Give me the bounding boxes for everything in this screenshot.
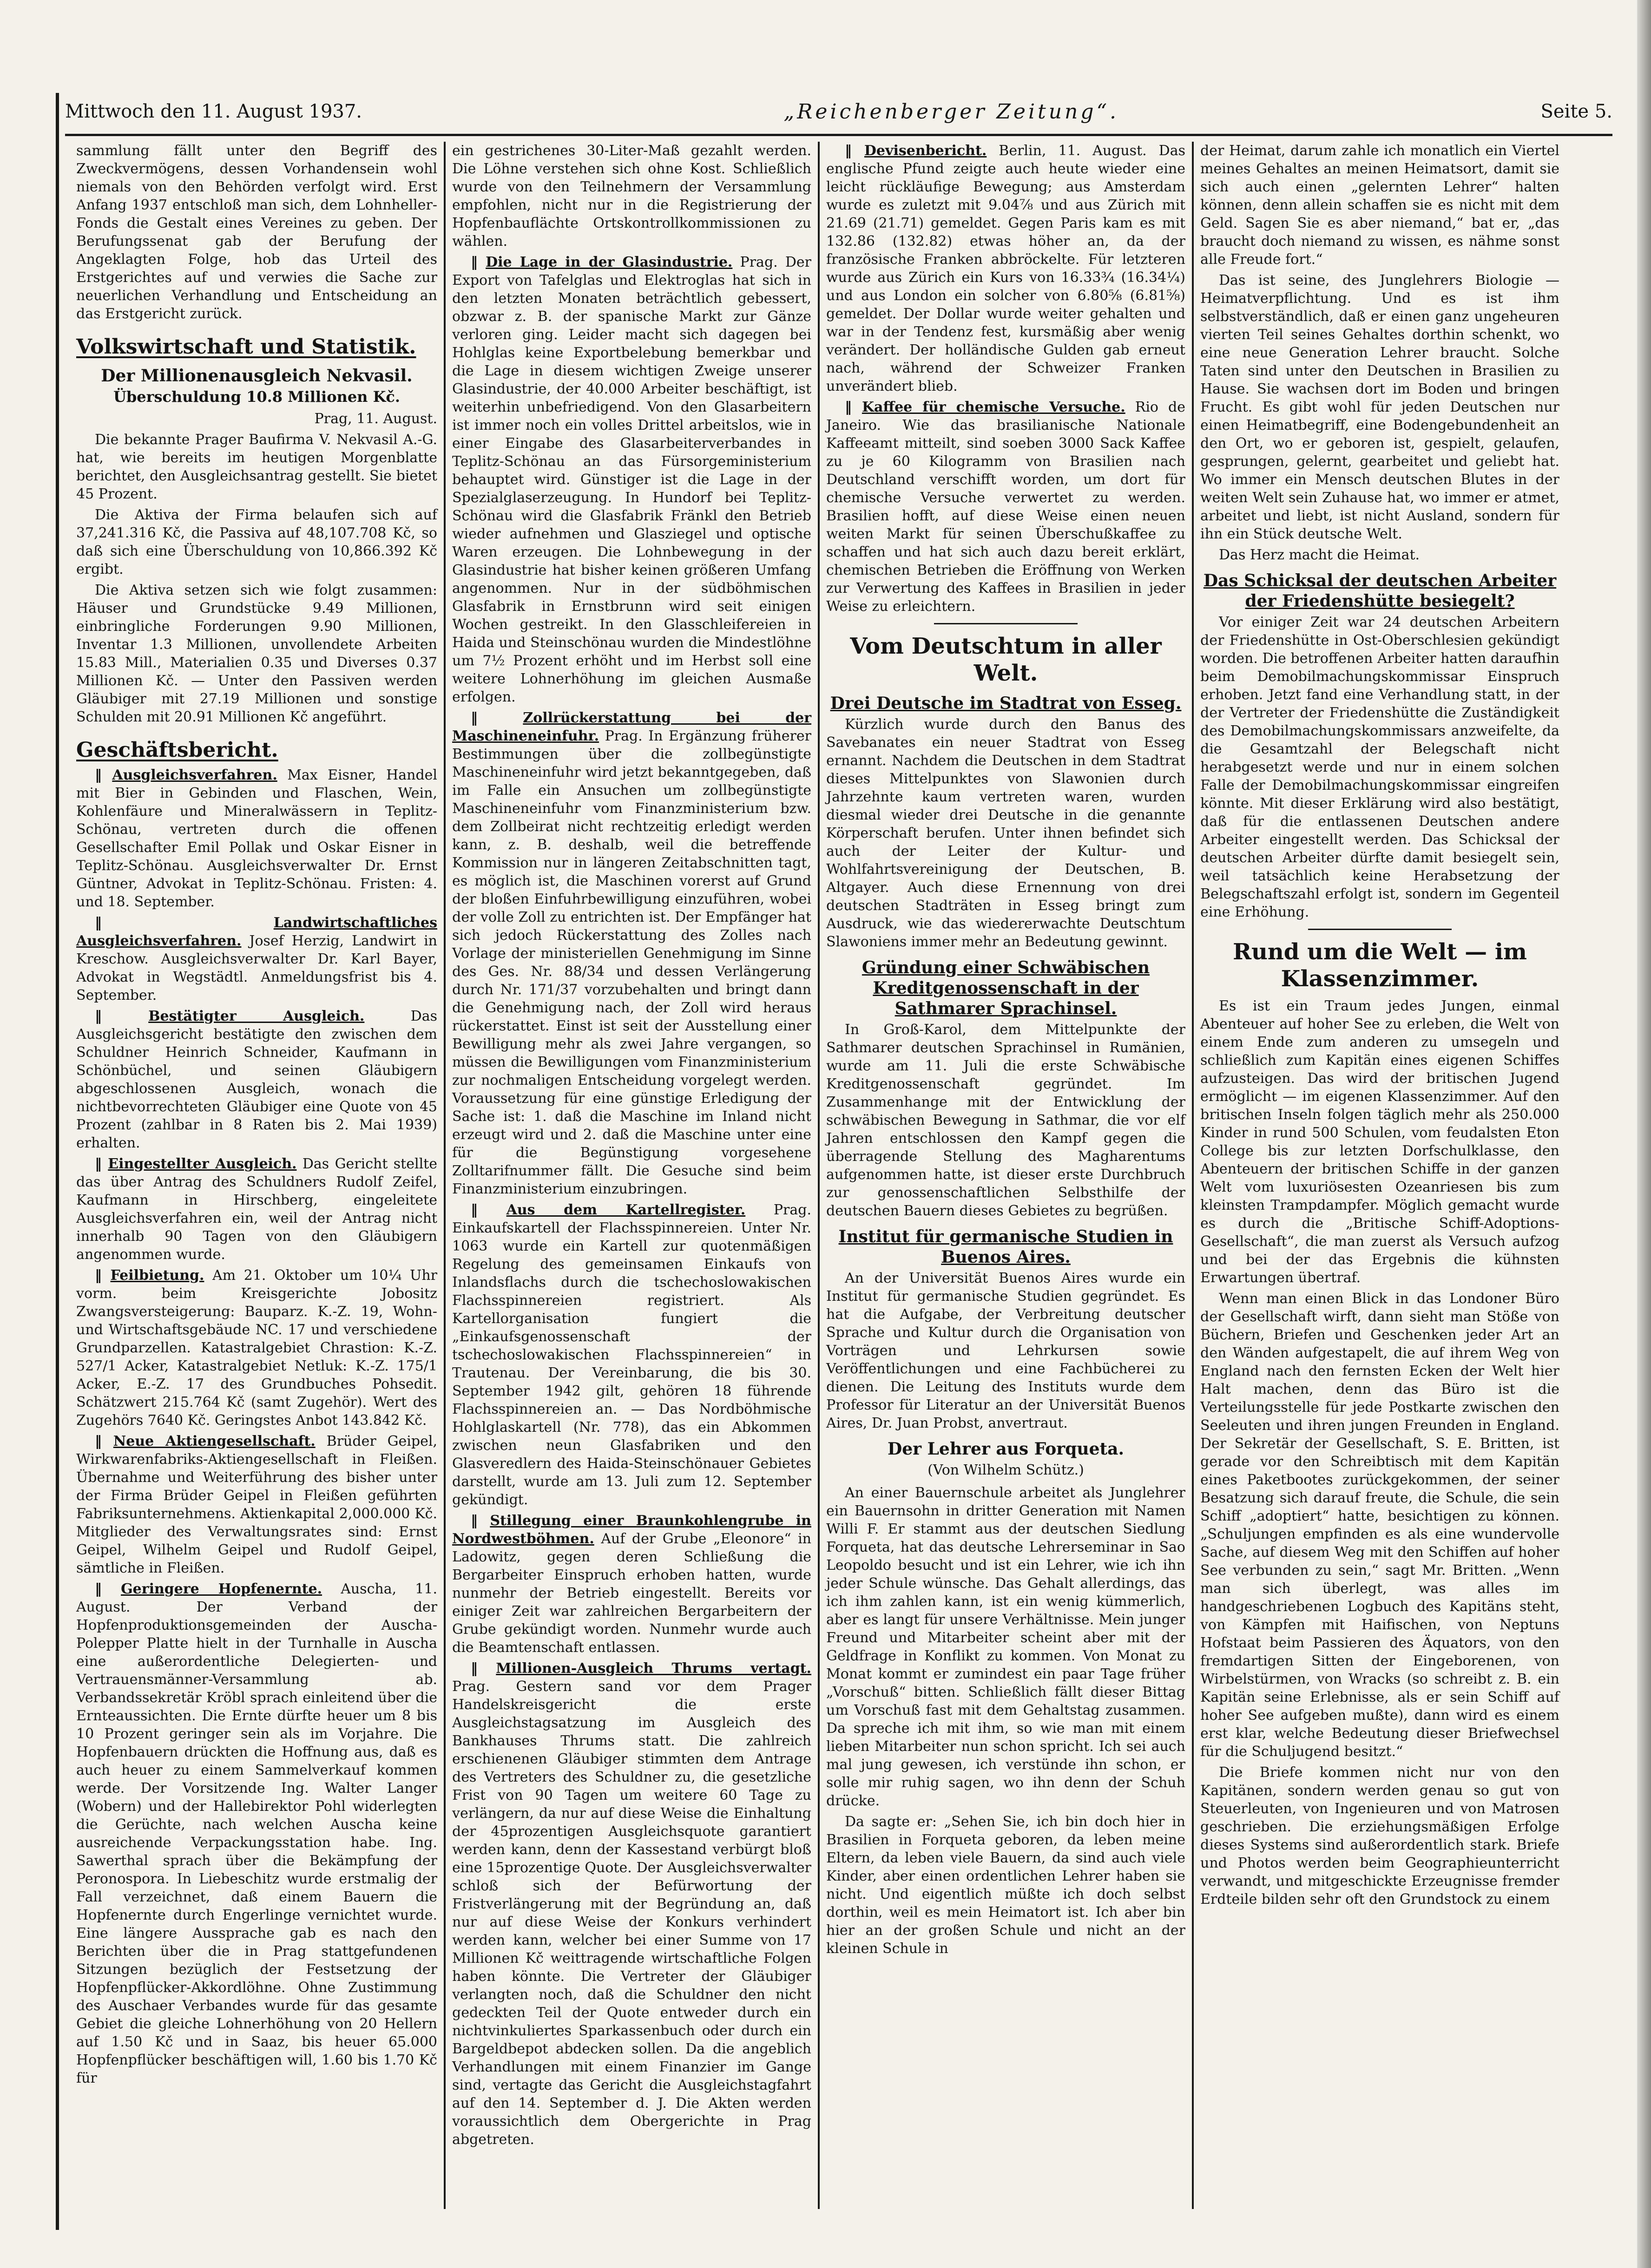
item-text: Prag. Einkaufskartell der Flachsspinnereien. Unter Nr. 1063 wurde ein Kartell zur quotenmäßigen Regelung des gemeinsamen Einkaufs von Inlandsflachs durch die tschechoslowakischen Flachsspinnereien registriert. Als Kartellorganisation fungiert die „Einkaufsgenossenschaft der tschechoslowakischen Flachsspinnereien“ in Trautenau. Der Vereinbarung, die bis 30. September 1942 gilt, gehören 18 führende Flachsspinnereien an. — Das Nordböhmische Hohlglaskartell (Nr. 778), das ein Abkommen zwischen neun Glasfabriken und den Glasveredlern des Haida-Steinschönauer Gebietes darstellt, wurde am 13. Juli zum 12. September gekündigt.	[452, 1202, 811, 1508]
item-text: Prag. Gestern sand vor dem Prager Handelskreisgericht die erste Ausgleichstagsatzung im Ausgleich des Bankhauses Thrums statt. Die zahlreich erschienenen Gläubiger stimmten dem Antrage des Vertreters des Schuldner zu, die gesetzliche Frist von 90 Tagen um weitere 60 Tage zu verlängern, da nur auf diese Weise die Einhaltung der 45prozentigen Ausgleichsquote garantiert werden kann, denn der Kassestand verbürgt bloß eine 15prozentige Quote. Der Ausgleichsverwalter schloß sich der Befürwortung der Fristverlängerung mit der Begründung an, daß nur auf diese Weise der Konkurs verhindert werden kann, welcher bei einer Summe von 17 Millionen Kč weittragende wirtschaftliche Folgen haben könnte. Die Vertreter der Gläubiger verlangten noch, daß die Schuldner den nicht gedeckten Teil der Quote entweder durch ein nichtvinkuliertes Sparkassenbuch oder durch ein Bargeldbepot abdecken sollen. Da die angeblich Verhandlungen mit einem Finanzier im Gange sind, vertagte das Gericht die Ausgleichstagfahrt auf den 14. September d. J. Die Akten werden voraussichtlich dem Obergerichte in Prag abgetreten.	[452, 1678, 811, 2148]
divider	[934, 623, 1078, 624]
item-text: Das Gericht stellte das über Antrag des Schuldners Rudolf Zeifel, Kaufmann in Hirschberg, eingeleitete Ausgleichsverfahren ein, weil der Antrag nicht innerhalb 90 Tagen von den Gläubigern angenommen wurde.	[76, 1156, 437, 1263]
paragraph: Vor einiger Zeit war 24 deutschen Arbeitern der Friedenshütte in Ost-Oberschlesien gekündigt worden. Die betroffenen Arbeiter hatten daraufhin beim Demobilmachungskommissar Einspruch erhoben. Jetzt fand eine Verhandlung statt, in der der Vertreter der Friedenshütte die Zuständigkeit des Demobilmachungskommissars anzweifelte, da die Gesamtzahl der Belegschaft nicht herabgesetzt werde und nur in einem solchen Falle der Demobilmachungskommissar eingreifen könnte. Mit dieser Erklärung wird also bestätigt, daß für die entlassenen Deutschen andere Arbeiter eingestellt werden. Das Schicksal der deutschen Arbeiter dürfte damit besiegelt sein, weil tatsächlich keine Herabsetzung der Belegschaftszahl erfolgt ist, sondern im Gegenteil eine Erhöhung.	[1200, 614, 1559, 920]
paragraph: ein gestrichenes 30-Liter-Maß gezahlt werden. Die Löhne verstehen sich ohne Kost. Schließlich wurde von den Teilnehmern der Versammlung empfohlen, nicht nur in die Registrierung der Hopfenbauflächte Ortskontrollkommissionen zu wählen.	[452, 143, 811, 249]
columns	[70, 142, 1608, 2209]
paragraph: Das ist seine, des Junglehrers Biologie — Heimatverpflichtung. Und es ist ihm selbstverständlich, daß er einen ganz ungeheuren vierten Teil seines Gehaltes dorthin schenkt, wo eine neue Generation Lehrer braucht. Solche Taten sind unter den Deutschen in Brasilien zu Hause. Sie wachsen dort im Boden und bringen Frucht. Es gibt wohl für jeden Deutschen nur einen Heimatbegriff, eine Bodengebundenheit an den Ort, wo er geboren ist, gespielt, gelaufen, gesprungen, gelernt, gearbeitet und geliebt hat. Wo immer ein Mensch deutschen Blutes in der weiten Welt sein Zuhause hat, wo immer er atmet, arbeitet und liebt, ist nicht Ausland, sondern für ihn ein Stück deutsche Welt.	[1200, 272, 1559, 542]
paragraph: Da sagte er: „Sehen Sie, ich bin doch hier in Brasilien in Forqueta geboren, da leben meine Eltern, da leben viele Bauern, da sind auch viele Kinder, aber einen ordentlichen Lehrer haben sie nicht. Und eigentlich müßte ich doch selbst dorthin, weil es mein Heimatort ist. Ich aber bin hier an der großen Schule und nicht an der kleinen Schule in	[826, 1814, 1185, 1957]
item-lead: Stillegung einer Braunkohlengrube in Nordwestböhmen.	[452, 1513, 811, 1547]
news-item: ‖ Kaffee für chemische Versuche. Rio de Janeiro. Wie das brasilianische Nationale Kaffeeamt mitteilt, sind soeben 3000 Sack Kaffee zu je 60 Kilogramm von Brasilien nach Deutschland verschifft worden, um dort für chemische Versuche verwertet zu werden. Brasilien hofft, auf diese Weise einen neuen weiten Markt für seinen Überschußkaffee zu schaffen und hat sich auch dazu bereit erklärt, chemischen Betrieben die Eröffnung von Werken zur Verwertung des Kaffees in Brasilien in jeder Weise zu erleichtern.	[826, 399, 1185, 615]
section-headline: Vom Deutschtum in aller Welt.	[850, 633, 1162, 686]
item-text: Brüder Geipel, Wirkwarenfabriks-Aktiengesellschaft in Fleißen. Übernahme und Weiterführung des bisher unter der Firma Brüder Geipel in Fleißen geführten Fabriksunternehmens. Aktienkapital 2,000.000 Kč. Mitglieder des Verwaltungsrates sind: Ernst Geipel, Wilhelm Geipel und Rudolf Geipel, sämtliche in Fleißen.	[76, 1433, 437, 1576]
item-text: Auf der Grube „Eleonore“ in Ladowitz, gegen deren Schließung die Bergarbeiter Einspruch erhoben hatten, wurde nunmehr der Betrieb eingestellt. Bereits vor einiger Zeit war zahlreichen Bergarbeitern der Grube gekündigt worden. Nunmehr wurde auch die Beamtenschaft entlassen.	[452, 1531, 812, 1656]
item-text: Am 21. Oktober um 10¼ Uhr vorm. beim Kreisgerichte Jobositz Zwangsversteigerung: Bauparz. K.-Z. 19, Wohn- und Wirtschaftsgebäude NC. 17 und verschiedene Grundparzellen. Katastralgebiet Chrastion: K.-Z. 527/1 Acker, Katastralgebiet Netluk: K.-Z. 175/1 Acker, E.-Z. 17 des Grundbuches Pohsedit. Schätzwert 215.764 Kč (samt Zugehör). Wert des Zugehörs 7640 Kč. Geringstes Anbot 143.842 Kč.	[76, 1267, 437, 1429]
paragraph: Die Aktiva setzen sich wie folgt zusammen: Häuser und Grundstücke 9.49 Millionen, einbringliche Forderungen 9.90 Millionen, Inventar 1.3 Millionen, unvollendete Arbeiten 15.83 Mill., Materialien 0.35 und Diverses 0.37 Millionen Kč. — Unter den Passiven werden Gläubiger mit 27.19 Millionen und sonstige Schulden mit 20.91 Millionen Kč angeführt.	[76, 582, 437, 725]
item-lead: Zollrückerstattung bei der Maschineneinfuhr.	[452, 710, 812, 744]
paragraph: sammlung fällt unter den Begriff des Zweckvermögens, dessen Vorhandensein wohl niemals von den Behörden verfolgt wird. Erst Anfang 1937 entschloß man sich, dem Lohnheller-Fonds die Gestalt eines Vereines zu geben. Der Berufungssenat gab der Berufung der Angeklagten Folge, hob das Urteil des Erstgerichtes auf und verwies die Sache zur neuerlichen Verhandlung und Entscheidung an das Erstgericht zurück.	[76, 143, 437, 322]
news-item: ‖ Geringere Hopfenernte. Auscha, 11. August. Der Verband der Hopfenproduktionsgemeinden der Auscha-Polepper Platte hielt in der Turnhalle in Auscha eine außerordentliche Delegierten- und Vertrauensmänner-Versammlung ab. Verbandssekretär Kröbl sprach einleitend über die Ernteaussichten. Die Ernte dürfte heuer um 8 bis 10 Prozent geringer sein als im Vorjahre. Die Hopfenbauern drückten die Hoffnung aus, daß es auch heuer zu einem Sammelverkauf kommen werde. Der Vorsitzende Ing. Walter Langer (Wobern) und der Hallebirektor Pohl widerlegten die Gerüchte, nach welchen Auscha keine ausreichende Verpackungsstation habe. Ing. Sawerthal sprach über die Bekämpfung der Peronospora. In Liebeschitz wurde erstmalig der Fall verzeichnet, daß einem Bauern die Hopfenernte durch Engerlinge vernichtet wurde. Eine längere Aussprache gab es nach den Berichten über die in Prag stattgefundenen Sitzungen bezüglich der Festsetzung der Hopfenpflücker-Akkordlöhne. Ohne Zustimmung des Auschaer Verbandes wurde für das gesamte Gebiet die gleiche Lohnerhöhung von 20 Hellern auf 1.50 Kč und in Saaz, bis heuer 65.000 Hopfenpflücker beschäftigen will, 1.60 bis 1.70 Kč für	[76, 1581, 437, 2086]
news-item: ‖ Aus dem Kartellregister. Prag. Einkaufskartell der Flachsspinnereien. Unter Nr. 1063 wurde ein Kartell zur quotenmäßigen Regelung des gemeinsamen Einkaufs von Inlandsflachs durch die tschechoslowakischen Flachsspinnereien registriert. Als Kartellorganisation fungiert die „Einkaufsgenossenschaft der tschechoslowakischen Flachsspinnereien“ in Trautenau. Der Vereinbarung, die bis 30. September 1942 gilt, gehören 18 führende Flachsspinnereien an. — Das Nordböhmische Hohlglaskartell (Nr. 778), das ein Abkommen zwischen neun Glasfabriken und den Glasveredlern des Haida-Steinschönauer Gebietes darstellt, wurde am 13. Juli zum 12. September gekündigt.	[452, 1202, 811, 1508]
article-headline: Der Millionenausgleich Nekvasil.	[101, 366, 413, 386]
paragraph: Die Aktiva der Firma belaufen sich auf 37,241.316 Kč, die Passiva auf 48,107.708 Kč, so daß sich eine Überschuldung von 10,866.392 Kč ergibt.	[76, 507, 437, 577]
news-item: ‖ Ausgleichsverfahren. Max Eisner, Handel mit Bier in Gebinden und Flaschen, Wein, Kohlenfäure und Mineralwässern in Teplitz-Schönau, vertreten durch die offenen Gesellschafter Emil Pollak und Oskar Eisner in Teplitz-Schönau. Ausgleichsverwalter Dr. Ernst Güntner, Advokat in Teplitz-Schönau. Fristen: 4. und 18. September.	[76, 767, 437, 910]
item-text: Max Eisner, Handel mit Bier in Gebinden und Flaschen, Wein, Kohlenfäure und Mineralwässern in Teplitz-Schönau, vertreten durch die offenen Gesellschafter Emil Pollak und Oskar Eisner in Teplitz-Schönau. Ausgleichsverwalter Dr. Ernst Güntner, Advokat in Teplitz-Schönau. Fristen: 4. und 18. September.	[76, 767, 437, 910]
news-item: ‖ Feilbietung. Am 21. Oktober um 10¼ Uhr vorm. beim Kreisgerichte Jobositz Zwangsversteigerung: Bauparz. K.-Z. 19, Wohn- und Wirtschaftsgebäude NC. 17 und verschiedene Grundparzellen. Katastralgebiet Chrastion: K.-Z. 527/1 Acker, Katastralgebiet Netluk: K.-Z. 175/1 Acker, E.-Z. 17 des Grundbuches Pohsedit. Schätzwert 215.764 Kč (samt Zugehör). Wert des Zugehörs 7640 Kč. Geringstes Anbot 143.842 Kč.	[76, 1267, 437, 1429]
paragraph: Kürzlich wurde durch den Banus des Savebanates ein neuer Stadtrat von Esseg ernannt. Nachdem die Deutschen in dem Stadtrat dieses Mittelpunktes von Slawonien durch Jahrzehnte kaum vertreten waren, wurden diesmal wieder drei Deutsche in die genannte Körperschaft berufen. Unter ihnen befindet sich auch der Leiter der Kultur- und Wohlfahrtsvereinigung der Deutschen, B. Altgayer. Auch diese Ernennung von drei deutschen Stadträten in Esseg bringt zum Ausdruck, wie das wiedererwachte Deutschtum Slawoniens immer mehr an Bedeutung gewinnt.	[826, 716, 1185, 950]
item-text: Auscha, 11. August. Der Verband der Hopfenproduktionsgemeinden der Auscha-Polepper Platte hielt in der Turnhalle in Auscha eine außerordentliche Delegierten- und Vertrauensmänner-Versammlung ab. Verbandssekretär Kröbl sprach einleitend über die Ernteaussichten. Die Ernte dürfte heuer um 8 bis 10 Prozent geringer sein als im Vorjahre. Die Hopfenbauern drückten die Hoffnung aus, daß es auch heuer zu einem Sammelverkauf kommen werde. Der Vorsitzende Ing. Walter Langer (Wobern) und der Hallebirektor Pohl widerlegten die Gerüchte, nach welchen Auscha keine ausreichende Verpackungsstation habe. Ing. Sawerthal sprach über die Bekämpfung der Peronospora. In Liebeschitz wurde erstmalig der Fall verzeichnet, daß einem Bauern die Hopfenernte durch Engerlinge vernichtet wurde. Eine längere Aussprache gab es nach den Berichten über die in Prag stattgefundenen Sitzungen bezüglich der Festsetzung der Hopfenpflücker-Akkordlöhne. Ohne Zustimmung des Auschaer Verbandes wurde für das gesamte Gebiet die gleiche Lohnerhöhung von 20 Hellern auf 1.50 Kč und in Saaz, bis heuer 65.000 Hopfenpflücker beschäftigen will, 1.60 bis 1.70 Kč für	[76, 1581, 437, 2086]
news-item: ‖ Die Lage in der Glasindustrie. Prag. Der Export von Tafelglas und Elektroglas hat sich in den letzten Monaten beträchtlich gebessert, obzwar z. B. der spanische Markt zur Gänze verloren ging. Leider macht sich dagegen bei Hohlglas keine Exportbelebung bemerkbar und die Lage in diesem wichtigen Zweige unserer Glasindustrie, der 40.000 Arbeiter beschäftigt, ist weiterhin unbefriedigend. Von den Glasarbeitern ist immer noch ein volles Drittel arbeitslos, wie in einer Eingabe des Glasarbeiterverbandes in Teplitz-Schönau an das Fürsorgeministerium behauptet wird. Günstiger ist die Lage in der Spezialglaserzeugung. In Hundorf bei Teplitz-Schönau wird die Glasfabrik Fränkl den Betrieb wieder aufnehmen und Glasziegel und optische Waren erzeugen. Die Lohnbewegung in der Glasindustrie hat bisher keinen größeren Umfang angenommen. Nur in der südböhmischen Glasfabrik in Ernstbrunn wird seit einigen Wochen gestreikt. In den Glasschleifereien in Haida und Steinschönau wurden die Mindestlöhne um 7½ Prozent erhöht und im Herbst soll eine weitere Lohnerhöhung im gleichen Ausmaße erfolgen.	[452, 254, 811, 705]
article-headline: Das Schicksal der deutschen Arbeiter der Friedenshütte besiegelt?	[1203, 571, 1557, 611]
section-heading: Volkswirtschaft und Statistik.	[76, 335, 416, 359]
article-headline: Institut für germanische Studien in Buenos Aires.	[838, 1227, 1173, 1267]
divider	[1308, 929, 1452, 930]
item-lead: Geringere Hopfenernte.	[121, 1581, 322, 1597]
column-2	[444, 142, 818, 2209]
item-text: Prag. In Ergänzung früherer Bestimmungen über die zollbegünstigte Maschineneinfuhr wird jetzt bekanntgegeben, daß im Falle ein Ansuchen um zollbegünstigte Maschineneinfuhr vom Finanzministerium bzw. dem Zollbeirat nicht rechtzeitig erledigt werden kann, z. B. deshalb, weil die betreffende Kommission nur in längeren Zeitabschnitten tagt, es möglich ist, die Maschinen vorerst auf Grund der bloßen Einfuhrbewilligung einzuführen, wobei der volle Zoll zu entrichten ist. Der Empfänger hat sich jedoch Rückerstattung des Zolles nach Vorlage der ministeriellen Genehmigung im Sinne des Ges. Nr. 88/34 und dessen Verlängerung durch Nr. 171/37 vorzubehalten und bringt dann die Genehmigung nach, der Zoll wird heraus rückerstattet. Einst ist seit der Ausstellung einer Bewilligung mehr als zwei Jahre vergangen, so müssen die Bewilligungen vom Finanzministerium zur nochmaligen Entscheidung vorgelegt werden. Voraussetzung für eine günstige Erledigung der Sache ist: 1. daß die Maschine im Inland nicht erzeugt wird und 2. daß die Maschine unter eine für die Begünstigung vorgesehene Zolltarifnummer fällt. Die Gesuche sind beim Finanzministerium einzubringen.	[452, 728, 811, 1197]
news-item: ‖ Landwirtschaftliches Ausgleichsverfahren. Josef Herzig, Landwirt in Kreschow. Ausgleichsverwalter Dr. Karl Bayer, Advokat in Wegstädtl. Anmeldungsfrist bis 4. September.	[76, 915, 437, 1003]
item-lead: Landwirtschaftliches Ausgleichsverfahren.	[76, 915, 437, 949]
news-item: ‖ Devisenbericht. Berlin, 11. August. Das englische Pfund zeigte auch heute wieder eine leicht rückläufige Bewegung; aus Amsterdam wurde es zuletzt mit 9.04⅞ und aus Zürich mit 21.69 (21.71) gemeldet. Gegen Paris kam es mit 132.86 (132.82) etwas höher an, da der französische Franken abbröckelte. Für letzteren wurde aus Zürich ein Kurs von 16.33¾ (16.34¼) und aus London ein solcher von 6.80⅝ (6.81⅝) gemeldet. Der Dollar wurde weiter gehalten und war in der Tendenz fest, kursmäßig aber wenig verändert. Der holländische Gulden gab erneut nach, während der Schweizer Franken unverändert blieb.	[826, 143, 1185, 394]
page-number: Seite 5.	[1540, 101, 1612, 122]
item-lead: Devisenbericht.	[864, 143, 987, 159]
column-3	[818, 142, 1192, 2209]
item-lead: Kaffee für chemische Versuche.	[862, 399, 1125, 415]
news-item: ‖ Neue Aktiengesellschaft. Brüder Geipel, Wirkwarenfabriks-Aktiengesellschaft in Fleißen. Übernahme und Weiterführung des bisher unter der Firma Brüder Geipel in Fleißen geführten Fabriksunternehmens. Aktienkapital 2,000.000 Kč. Mitglieder des Verwaltungsrates sind: Ernst Geipel, Wilhelm Geipel und Rudolf Geipel, sämtliche in Fleißen.	[76, 1433, 437, 1576]
article-headline: Gründung einer Schwäbischen Kreditgenossenschaft in der Sathmarer Sprachinsel.	[862, 958, 1150, 1018]
item-text: Prag. Der Export von Tafelglas und Elektroglas hat sich in den letzten Monaten beträchtlich gebessert, obzwar z. B. der spanische Markt zur Gänze verloren ging. Leider macht sich dagegen bei Hohlglas keine Exportbelebung bemerkbar und die Lage in diesem wichtigen Zweige unserer Glasindustrie, der 40.000 Arbeiter beschäftigt, ist weiterhin unbefriedigend. Von den Glasarbeitern ist immer noch ein volles Drittel arbeitslos, wie in einer Eingabe des Glasarbeiterverbandes in Teplitz-Schönau an das Fürsorgeministerium behauptet wird. Günstiger ist die Lage in der Spezialglaserzeugung. In Hundorf bei Teplitz-Schönau wird die Glasfabrik Fränkl den Betrieb wieder aufnehmen und Glasziegel und optische Waren erzeugen. Die Lohnbewegung in der Glasindustrie hat bisher keinen größeren Umfang angenommen. Nur in der südböhmischen Glasfabrik in Ernstbrunn wird seit einigen Wochen gestreikt. In den Glasschleifereien in Haida und Steinschönau wurden die Mindestlöhne um 7½ Prozent erhöht und im Herbst soll eine weitere Lohnerhöhung im gleichen Ausmaße erfolgen.	[452, 254, 811, 705]
item-lead: Ausgleichsverfahren.	[112, 767, 277, 783]
paragraph: An der Universität Buenos Aires wurde ein Institut für germanische Studien gegründet. Es hat die Aufgabe, der Verbreitung deutscher Sprache und Kultur durch die Organisation von Vorträgen und Lehrkursen sowie Veröffentlichungen und eine Fachbücherei zu dienen. Die Leitung des Instituts wurde dem Professor für Literatur an der Universität Buenos Aires, Dr. Juan Probst, anvertraut.	[826, 1270, 1185, 1431]
paragraph: In Groß-Karol, dem Mittelpunkte der Sathmarer deutschen Sprachinsel in Rumänien, wurde am 11. Juli die erste Schwäbische Kreditgenossenschaft gegründet. Im Zusammenhange mit der Entwicklung der schwäbischen Bewegung in Sathmar, die vor elf Jahren entschlossen den Kampf gegen die überragende Stellung des Magharentums aufgenommen hatte, ist dieser erste Durchbruch zur genossenschaftlichen Selbsthilfe der deutschen Bauern dieses Gebietes zu begrüßen.	[826, 1022, 1185, 1219]
item-lead: Feilbietung.	[110, 1267, 204, 1284]
item-text: Das Ausgleichsgericht bestätigte den zwischen dem Schuldner Heinrich Schneider, Kaufmann in Schönbüchel, und seinen Gläubigern abgeschlossenen Ausgleich, wonach die nichtbevorrechteten Gläubiger eine Quote von 45 Prozent (zahlbar in 8 Raten bis 2. Mai 1939) erhalten.	[76, 1008, 437, 1151]
header-rule	[65, 134, 1612, 136]
news-item: ‖ Eingestellter Ausgleich. Das Gericht stellte das über Antrag des Schuldners Rudolf Zeifel, Kaufmann in Hirschberg, eingeleitete Ausgleichsverfahren ein, weil der Antrag nicht innerhalb 90 Tagen von den Gläubigern angenommen wurde.	[76, 1156, 437, 1263]
item-text: Josef Herzig, Landwirt in Kreschow. Ausgleichsverwalter Dr. Karl Bayer, Advokat in Wegstädtl. Anmeldungsfrist bis 4. September.	[76, 933, 437, 1003]
scan-edge	[1637, 0, 1651, 2268]
paragraph: Die bekannte Prager Baufirma V. Nekvasil A.-G. hat, wie bereits im heutigen Morgenblatte berichtet, den Ausgleichsantrag gestellt. Sie bietet 45 Prozent.	[76, 432, 437, 502]
news-item: ‖ Stillegung einer Braunkohlengrube in Nordwestböhmen. Auf der Grube „Eleonore“ in Ladowitz, gegen deren Schließung die Bergarbeiter Einspruch erhoben hatten, wurde nunmehr der Betrieb eingestellt. Bereits vor einiger Zeit war zahlreichen Bergarbeitern der Grube gekündigt worden. Nunmehr wurde auch die Beamtenschaft entlassen.	[452, 1513, 812, 1656]
item-lead: Die Lage in der Glasindustrie.	[486, 254, 733, 270]
byline: (Von Wilhelm Schütz.)	[927, 1462, 1084, 1478]
news-item: ‖ Zollrückerstattung bei der Maschineneinfuhr. Prag. In Ergänzung früherer Bestimmungen über die zollbegünstigte Maschineneinfuhr wird jetzt bekanntgegeben, daß im Falle ein Ansuchen um zollbegünstigte Maschineneinfuhr vom Finanzministerium bzw. dem Zollbeirat nicht rechtzeitig erledigt werden kann, z. B. deshalb, weil die betreffende Kommission nur in längeren Zeitabschnitten tagt, es möglich ist, die Maschinen vorerst auf Grund der bloßen Einfuhrbewilligung einzuführen, wobei der volle Zoll zu entrichten ist. Der Empfänger hat sich jedoch Rückerstattung des Zolles nach Vorlage der ministeriellen Genehmigung im Sinne des Ges. Nr. 88/34 und dessen Verlängerung durch Nr. 171/37 vorzubehalten und bringt dann die Genehmigung nach, der Zoll wird heraus rückerstattet. Einst ist seit der Ausstellung einer Bewilligung mehr als zwei Jahre vergangen, so müssen die Bewilligungen vom Finanzministerium zur nochmaligen Entscheidung vorgelegt werden. Voraussetzung für eine günstige Erledigung der Sache ist: 1. daß die Maschine im Inland nicht erzeugt wird und 2. daß die Maschine unter eine für die Begünstigung vorgesehene Zolltarifnummer fällt. Die Gesuche sind beim Finanzministerium einzubringen.	[452, 710, 812, 1197]
item-lead: Eingestellter Ausgleich.	[108, 1156, 297, 1172]
news-item: ‖ Millionen-Ausgleich Thrums vertagt. Prag. Gestern sand vor dem Prager Handelskreisgericht die erste Ausgleichstagsatzung im Ausgleich des Bankhauses Thrums statt. Die zahlreich erschienenen Gläubiger stimmten dem Antrage des Vertreters des Schuldner zu, die gesetzliche Frist von 90 Tagen um weitere 60 Tage zu verlängern, da nur auf diese Weise die Einhaltung der 45prozentigen Ausgleichsquote garantiert werden kann, denn der Kassestand verbürgt bloß eine 15prozentige Quote. Der Ausgleichsverwalter schloß sich der Befürwortung der Fristverlängerung mit der Begründung an, daß nur auf diese Weise der Konkurs verhindert werden kann, welcher bei einer Summe von 17 Millionen Kč weittragende wirtschaftliche Folgen haben könnte. Die Vertreter der Gläubiger verlangten noch, daß die Schuldner den nicht gedeckten Teil der Quote entweder durch ein nichtvinkuliertes Sparkassenbuch oder durch ein Bargeldbepot abdecken sollen. Da die angeblich Verhandlungen mit einem Finanzier im Gange sind, vertagte das Gericht die Ausgleichstagfahrt auf den 14. September d. J. Die Akten werden voraussichtlich dem Obergerichte in Prag abgetreten.	[452, 1660, 811, 2148]
article-subhead: Überschuldung 10.8 Millionen Kč.	[113, 388, 401, 406]
page-header	[65, 95, 1612, 128]
dateline: Prag, 11. August.	[314, 411, 437, 427]
item-lead: Millionen-Ausgleich Thrums vertagt.	[496, 1660, 811, 1677]
issue-date: Mittwoch den 11. August 1937.	[65, 101, 362, 122]
item-lead: Neue Aktiengesellschaft.	[113, 1433, 316, 1449]
section-heading: Geschäftsbericht.	[76, 738, 278, 762]
paragraph: Wenn man einen Blick in das Londoner Büro der Gesellschaft wirft, dann sieht man Stöße von Büchern, Briefen und Geschenken jeder Art an den Wänden aufgestapelt, die auf ihrem Weg von England nach den fernsten Ecken der Welt hier Halt machen, denn das Büro ist die Verteilungsstelle für jede Postkarte zwischen den Seeleuten und ihren jungen Freunden in England. Der Sekretär der Gesellschaft, S. E. Britten, ist gerade vor den Schreibtisch mit dem Kapitän eines Paketbootes zurückgekommen, der seiner Besatzung sich darauf freute, die Schule, die sein Schiff „adoptiert“ hatte, besichtigen zu können. „Schuljungen empfinden es als eine wundervolle Sache, auf diesem Weg mit den Schiffen auf hoher See verbunden zu sein,“ sagt Mr. Britten. „Wenn man sich überlegt, was alles im handgeschriebenen Logbuch des Kapitäns steht, von Kämpfen mit Haifischen, von Neptuns Hofstaat beim Passieren des Äquators, von den fremdartigen Sitten der Eingeborenen, von Wirbelstürmen, von Wracks (so schreibt z. B. ein Kapitän seine Erlebnisse, als er sein Schiff auf hoher See aufgeben mußte), dann wird es einem erst klar, welche Bedeutung dieser Briefwechsel für die Schuljugend besitzt.“	[1200, 1291, 1559, 1760]
item-lead: Bestätigter Ausgleich.	[148, 1008, 365, 1024]
masthead: „Reichenberger Zeitung“.	[783, 99, 1119, 124]
article-headline: Drei Deutsche im Stadtrat von Esseg.	[830, 694, 1182, 713]
article-headline: Der Lehrer aus Forqueta.	[888, 1439, 1124, 1459]
item-text: Berlin, 11. August. Das englische Pfund zeigte auch heute wieder eine leicht rückläufige Bewegung; aus Amsterdam wurde es zuletzt mit 9.04⅞ und aus Zürich mit 21.69 (21.71) gemeldet. Gegen Paris kam es mit 132.86 (132.82) etwas höher an, da der französische Franken abbröckelte. Für letzteren wurde aus Zürich ein Kurs von 16.33¾ (16.34¼) und aus London ein solcher von 6.80⅝ (6.81⅝) gemeldet. Der Dollar wurde weiter gehalten und war in der Tendenz fest, kursmäßig aber wenig verändert. Der holländische Gulden gab erneut nach, während der Schweizer Franken unverändert blieb.	[826, 143, 1185, 394]
news-item: ‖ Bestätigter Ausgleich. Das Ausgleichsgericht bestätigte den zwischen dem Schuldner Heinrich Schneider, Kaufmann in Schönbüchel, und seinen Gläubigern abgeschlossenen Ausgleich, wonach die nichtbevorrechteten Gläubiger eine Quote von 45 Prozent (zahlbar in 8 Raten bis 2. Mai 1939) erhalten.	[76, 1008, 437, 1151]
paragraph: Es ist ein Traum jedes Jungen, einmal Abenteuer auf hoher See zu erleben, die Welt von einem Ende zum anderen zu umsegeln und schließlich zum Kapitän eines eigenen Schiffes aufzusteigen. Das wird der britischen Jugend ermöglicht — im eigenen Klassenzimmer. Auf den britischen Inseln folgen täglich mehr als 250.000 Kinder in rund 500 Schulen, vom feudalsten Eton College bis zur letzten Dorfschulklasse, den Abenteuern der britischen Schiffe in der ganzen Welt vom luxuriösesten Ozeanriesen bis zum kleinsten Trampdampfer. Möglich gemacht wurde es durch die „Britische Schiff-Adoptions-Gesellschaft“, die man zuerst als Versuch aufzog und bei der das Ergebnis die kühnsten Erwartungen übertraf.	[1200, 998, 1559, 1286]
column-1	[70, 142, 444, 2209]
paragraph: der Heimat, darum zahle ich monatlich ein Viertel meines Gehaltes an meinen Heimatsort, damit sie sich auch einen „gelernten Lehrer“ halten können, denn allein schaffen sie es nicht mit dem Geld. Sagen Sie es aber niemand,“ bat er, „das braucht doch niemand zu wissen, es nähme sonst alle Freude fort.“	[1200, 143, 1559, 268]
column-4	[1192, 142, 1566, 2209]
paragraph: An einer Bauernschule arbeitet als Junglehrer ein Bauernsohn in dritter Generation mit Namen Willi F. Er stammt aus der deutschen Siedlung Forqueta, hat das deutsche Lehrerseminar in Sao Leopoldo besucht und ist ein Lehrer, wie ich ihn jeder Schule wünsche. Das Gehalt allerdings, das ich ihm zahlen kann, ist ein wenig kümmerlich, aber es langt für unsere Verhältnisse. Mein junger Freund und Mitarbeiter scheint aber mit der Geldfrage in Konflikt zu kommen. Von Monat zu Monat kommt er zumindest ein paar Tage früher „Vorschuß“ bitten. Schließlich fällt dieser Bittag um Vorschuß fast mit dem Gehaltstag zusammen. Da spreche ich mit ihm, so wie man mit einem lieben Mitarbeiter nun schon spricht. Ich sei auch mal jung gewesen, ich verstünde ihn schon, er solle mir ruhig sagen, wo ihn denn der Schuh drücke.	[826, 1485, 1185, 1809]
article-headline: Rund um die Welt — im Klassenzimmer.	[1233, 939, 1527, 992]
paragraph: Die Briefe kommen nicht nur von den Kapitänen, sondern werden genau so gut von Steuerleuten, von Ingenieuren und von Matrosen geschrieben. Die erziehungsmäßigen Erfolge dieses Systems sind außerordentlich stark. Briefe und Photos werden beim Geographieunterricht verwandt, und mitgeschickte Erzeugnisse fremder Erdteile bilden sehr oft den Grundstock zu einem	[1200, 1764, 1559, 1907]
item-lead: Aus dem Kartellregister.	[506, 1202, 746, 1218]
item-text: Rio de Janeiro. Wie das brasilianische Nationale Kaffeeamt mitteilt, sind soeben 3000 Sack Kaffee zu je 60 Kilogramm von Brasilien nach Deutschland verschifft worden, um dort für chemische Versuche verwertet zu werden. Brasilien hofft, auf diese Weise einen neuen weiten Markt für seinen Überschußkaffee zu schaffen und hat sich auch dazu bereit erklärt, chemischen Betrieben die Eröffnung von Werken zur Verwertung des Kaffees in Brasilien in jeder Weise zu erleichtern.	[826, 399, 1185, 615]
paragraph: Das Herz macht die Heimat.	[1219, 547, 1420, 563]
